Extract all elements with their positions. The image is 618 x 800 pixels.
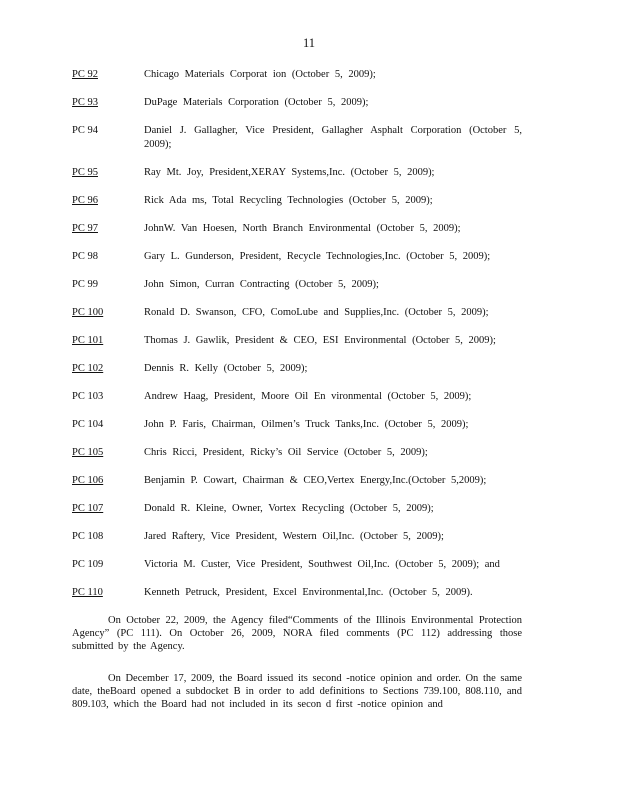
comment-entry <box>72 530 522 544</box>
comment-code: PC 98 <box>72 251 98 262</box>
comment-code: PC 108 <box>72 531 104 542</box>
page-number: 11 <box>302 36 316 50</box>
comment-description: Chicago Materials Corporat ion (October 5, 2009); <box>144 69 376 80</box>
comment-description: Ray Mt. Joy, President,XERAY Systems,Inc. (October 5, 2009); <box>144 167 435 178</box>
comment-entry <box>72 222 522 236</box>
comment-description: Victoria M. Custer, Vice President, Southwest Oil,Inc. (October 5, 2009); and <box>144 559 500 570</box>
comment-description: Andrew Haag, President, Moore Oil En vironmental (October 5, 2009); <box>144 391 472 402</box>
comment-entry <box>72 558 522 572</box>
comment-entry <box>72 586 522 600</box>
comment-code: PC 107 <box>72 503 104 514</box>
comment-description: Benjamin P. Cowart, Chairman & CEO,Vertex Energy,Inc.(October 5,2009); <box>144 475 487 486</box>
public-comment-list <box>72 68 522 614</box>
comment-description: DuPage Materials Corporation (October 5, 2009); <box>144 97 369 108</box>
comment-code: PC 104 <box>72 419 104 430</box>
comment-code: PC 96 <box>72 195 98 206</box>
comment-entry <box>72 418 522 432</box>
comment-entry <box>72 306 522 320</box>
comment-description: Daniel J. Gallagher, Vice President, Gallagher Asphalt Corporation (October 5, 2009); <box>144 125 522 150</box>
comment-code: PC 95 <box>72 167 98 178</box>
paragraph-agency-comments: On October 22, 2009, the Agency filed“Comments of the Illinois Environmental Protection Agency” (PC 111). On October 26, 2009, NORA filed comments (PC 112) addressing those submitted by the Agency. <box>72 615 522 652</box>
comment-code: PC 93 <box>72 97 98 108</box>
comment-code: PC 110 <box>72 587 103 598</box>
comment-code: PC 94 <box>72 125 98 136</box>
comment-entry <box>72 68 522 82</box>
comment-entry <box>72 334 522 348</box>
comment-description: Dennis R. Kelly (October 5, 2009); <box>144 363 308 374</box>
comment-entry <box>72 390 522 404</box>
comment-code: PC 109 <box>72 559 104 570</box>
comment-code: PC 102 <box>72 363 104 374</box>
comment-description: Jared Raftery, Vice President, Western Oil,Inc. (October 5, 2009); <box>144 531 444 542</box>
comment-description: Rick Ada ms, Total Recycling Technologies (October 5, 2009); <box>144 195 433 206</box>
comment-entry <box>72 446 522 460</box>
comment-entry <box>72 278 522 292</box>
comment-code: PC 92 <box>72 69 98 80</box>
comment-description: Gary L. Gunderson, President, Recycle Technologies,Inc. (October 5, 2009); <box>144 251 491 262</box>
comment-entry <box>72 250 522 264</box>
comment-entry <box>72 96 522 110</box>
comment-code: PC 105 <box>72 447 104 458</box>
comment-description: John Simon, Curran Contracting (October 5, 2009); <box>144 279 379 290</box>
comment-code: PC 101 <box>72 335 104 346</box>
comment-description: Ronald D. Swanson, CFO, ComoLube and Supplies,Inc. (October 5, 2009); <box>144 307 489 318</box>
comment-entry <box>72 124 522 152</box>
paragraph-second-notice: On December 17, 2009, the Board issued its second -notice opinion and order. On the same date, theBoard opened a subdocket B in order to add definitions to Sections 739.100, 808.110, and 809.103, which the Board had not included in its secon d first -notice opinion and <box>72 673 522 710</box>
comment-code: PC 99 <box>72 279 98 290</box>
comment-description: JohnW. Van Hoesen, North Branch Environmental (October 5, 2009); <box>144 223 461 234</box>
comment-code: PC 106 <box>72 475 104 486</box>
comment-description: John P. Faris, Chairman, Oilmen’s Truck Tanks,Inc. (October 5, 2009); <box>144 419 469 430</box>
comment-entry <box>72 166 522 180</box>
comment-entry <box>72 502 522 516</box>
comment-description: Thomas J. Gawlik, President & CEO, ESI Environmental (October 5, 2009); <box>144 335 496 346</box>
comment-description: Donald R. Kleine, Owner, Vortex Recycling (October 5, 2009); <box>144 503 434 514</box>
comment-code: PC 100 <box>72 307 104 318</box>
comment-description: Kenneth Petruck, President, Excel Environmental,Inc. (October 5, 2009). <box>144 587 473 598</box>
comment-entry <box>72 362 522 376</box>
comment-code: PC 97 <box>72 223 98 234</box>
comment-code: PC 103 <box>72 391 104 402</box>
comment-description: Chris Ricci, President, Ricky’s Oil Service (October 5, 2009); <box>144 447 428 458</box>
comment-entry <box>72 474 522 488</box>
comment-entry <box>72 194 522 208</box>
